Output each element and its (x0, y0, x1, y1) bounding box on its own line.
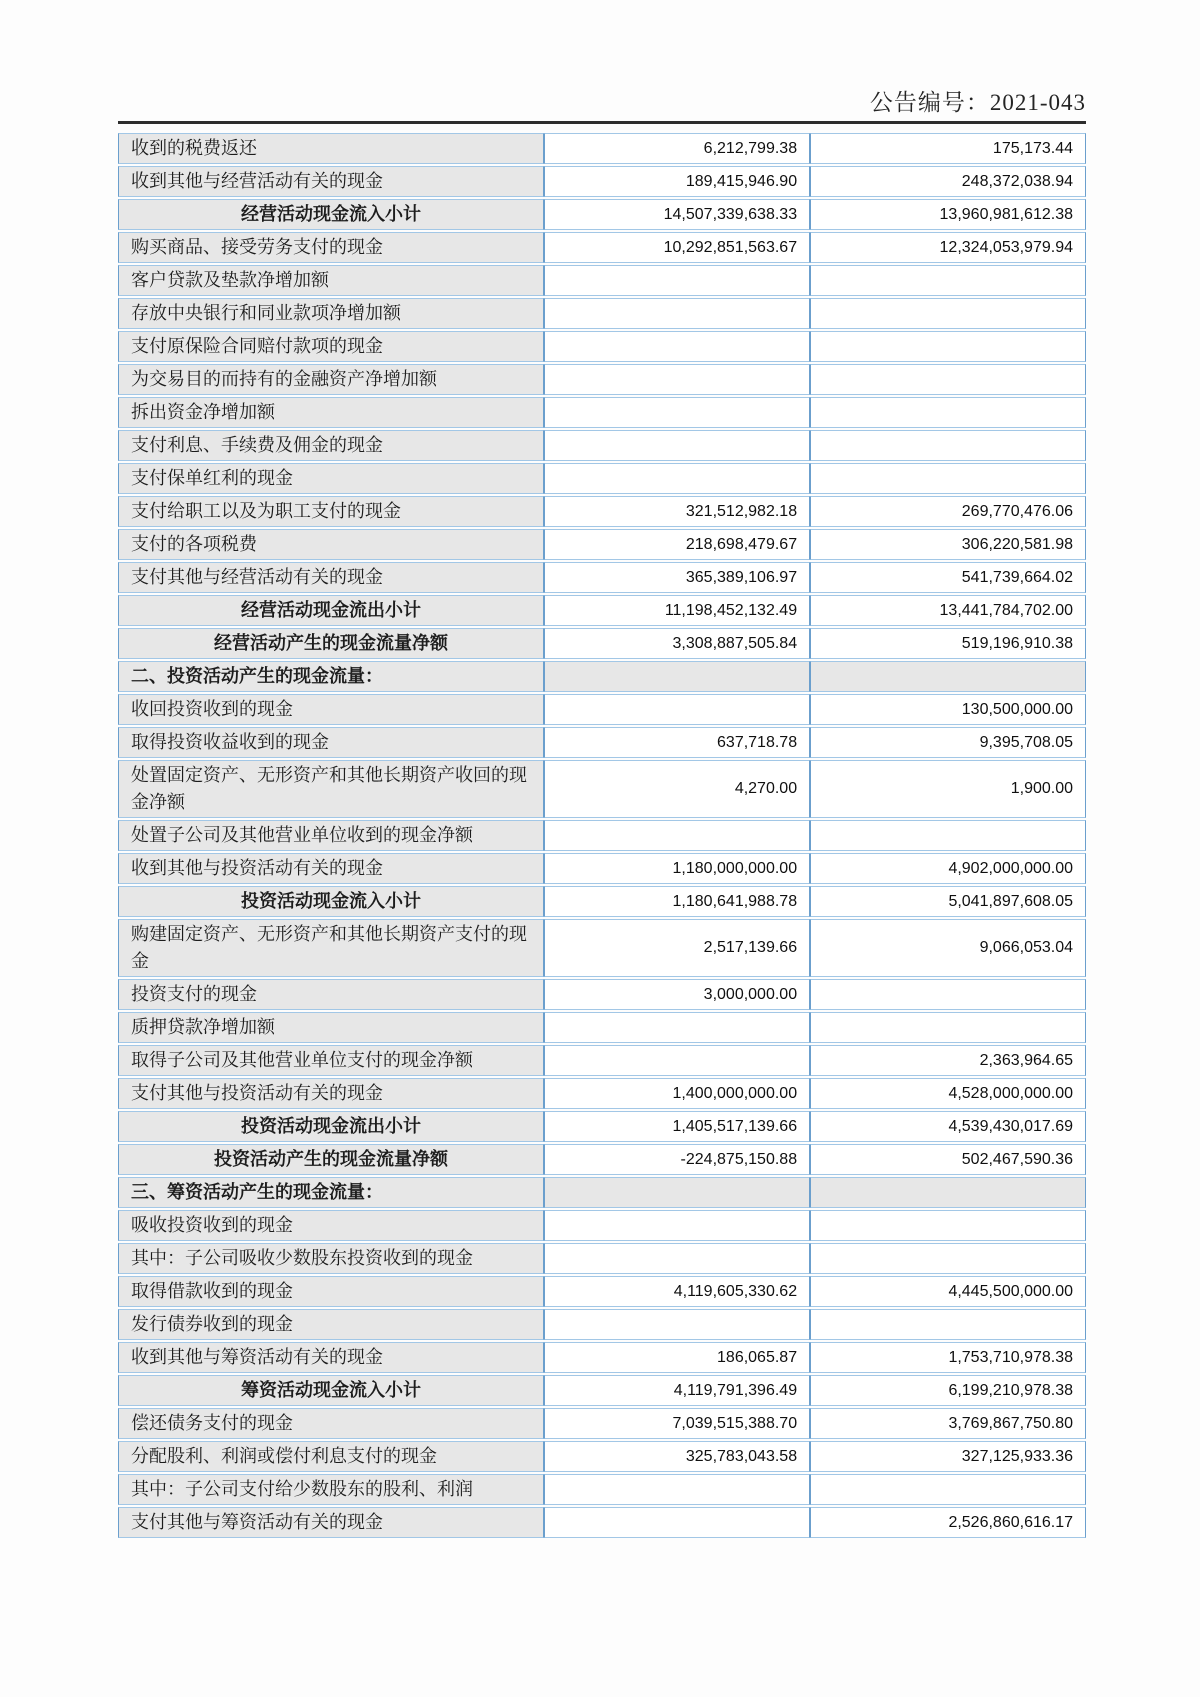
current-period-amount-cell: 10,292,851,563.67 (544, 232, 810, 263)
table-row (118, 463, 1086, 494)
current-period-amount-cell (544, 1243, 810, 1274)
table-row (118, 1045, 1086, 1076)
prior-period-amount-cell: 6,199,210,978.38 (810, 1375, 1086, 1406)
current-period-amount-cell: 218,698,479.67 (544, 529, 810, 560)
current-period-amount-cell: 321,512,982.18 (544, 496, 810, 527)
current-period-amount-cell: 637,718.78 (544, 727, 810, 758)
item-label-cell: 收到其他与筹资活动有关的现金 (118, 1342, 544, 1373)
table-row (118, 496, 1086, 527)
table-row (118, 1309, 1086, 1340)
prior-period-amount-cell: 9,066,053.04 (810, 919, 1086, 977)
table-row (118, 1243, 1086, 1274)
current-period-amount-cell (544, 1177, 810, 1208)
item-label-cell: 购建固定资产、无形资产和其他长期资产支付的现金 (118, 919, 544, 977)
table-row (118, 979, 1086, 1010)
prior-period-amount-cell: 3,769,867,750.80 (810, 1408, 1086, 1439)
item-label-cell: 投资支付的现金 (118, 979, 544, 1010)
prior-period-amount-cell (810, 364, 1086, 395)
item-label-cell: 经营活动现金流出小计 (118, 595, 544, 626)
current-period-amount-cell (544, 1474, 810, 1505)
item-label-cell: 分配股利、利润或偿付利息支付的现金 (118, 1441, 544, 1472)
table-row (118, 1012, 1086, 1043)
current-period-amount-cell: 1,405,517,139.66 (544, 1111, 810, 1142)
prior-period-amount-cell: 13,960,981,612.38 (810, 199, 1086, 230)
item-label-cell: 取得子公司及其他营业单位支付的现金净额 (118, 1045, 544, 1076)
current-period-amount-cell (544, 694, 810, 725)
item-label-cell: 支付给职工以及为职工支付的现金 (118, 496, 544, 527)
cash-flow-table (118, 131, 1086, 1540)
prior-period-amount-cell: 4,902,000,000.00 (810, 853, 1086, 884)
table-row (118, 1276, 1086, 1307)
header-rule (118, 121, 1086, 124)
table-row (118, 562, 1086, 593)
table-row (118, 1408, 1086, 1439)
current-period-amount-cell (544, 364, 810, 395)
current-period-amount-cell: 4,119,791,396.49 (544, 1375, 810, 1406)
current-period-amount-cell (544, 820, 810, 851)
table-row (118, 760, 1086, 818)
current-period-amount-cell (544, 430, 810, 461)
current-period-amount-cell: 7,039,515,388.70 (544, 1408, 810, 1439)
table-row (118, 331, 1086, 362)
current-period-amount-cell (544, 265, 810, 296)
current-period-amount-cell: 4,119,605,330.62 (544, 1276, 810, 1307)
item-label-cell: 经营活动现金流入小计 (118, 199, 544, 230)
table-row (118, 430, 1086, 461)
prior-period-amount-cell: 541,739,664.02 (810, 562, 1086, 593)
current-period-amount-cell: 1,180,641,988.78 (544, 886, 810, 917)
current-period-amount-cell (544, 1309, 810, 1340)
item-label-cell: 投资活动现金流入小计 (118, 886, 544, 917)
table-row (118, 1078, 1086, 1109)
current-period-amount-cell (544, 661, 810, 692)
table-row (118, 166, 1086, 197)
current-period-amount-cell: 365,389,106.97 (544, 562, 810, 593)
prior-period-amount-cell: 5,041,897,608.05 (810, 886, 1086, 917)
table-row (118, 364, 1086, 395)
item-label-cell: 处置子公司及其他营业单位收到的现金净额 (118, 820, 544, 851)
current-period-amount-cell: 186,065.87 (544, 1342, 810, 1373)
prior-period-amount-cell (810, 265, 1086, 296)
item-label-cell: 支付其他与投资活动有关的现金 (118, 1078, 544, 1109)
table-row (118, 628, 1086, 659)
current-period-amount-cell: 14,507,339,638.33 (544, 199, 810, 230)
prior-period-amount-cell (810, 397, 1086, 428)
item-label-cell: 投资活动现金流出小计 (118, 1111, 544, 1142)
current-period-amount-cell (544, 463, 810, 494)
item-label-cell: 支付其他与筹资活动有关的现金 (118, 1507, 544, 1538)
table-row (118, 853, 1086, 884)
item-label-cell: 为交易目的而持有的金融资产净增加额 (118, 364, 544, 395)
table-row (118, 727, 1086, 758)
table-row (118, 265, 1086, 296)
table-row (118, 1144, 1086, 1175)
prior-period-amount-cell: 306,220,581.98 (810, 529, 1086, 560)
table-row (118, 199, 1086, 230)
table-row (118, 1507, 1086, 1538)
item-label-cell: 投资活动产生的现金流量净额 (118, 1144, 544, 1175)
item-label-cell: 支付原保险合同赔付款项的现金 (118, 331, 544, 362)
current-period-amount-cell (544, 1045, 810, 1076)
table-row (118, 1441, 1086, 1472)
table-row (118, 232, 1086, 263)
prior-period-amount-cell: 1,900.00 (810, 760, 1086, 818)
current-period-amount-cell: 11,198,452,132.49 (544, 595, 810, 626)
table-row (118, 595, 1086, 626)
table-row (118, 529, 1086, 560)
current-period-amount-cell: 1,400,000,000.00 (544, 1078, 810, 1109)
table-row (118, 694, 1086, 725)
item-label-cell: 收到其他与经营活动有关的现金 (118, 166, 544, 197)
table-row (118, 1177, 1086, 1208)
prior-period-amount-cell: 4,445,500,000.00 (810, 1276, 1086, 1307)
item-label-cell: 处置固定资产、无形资产和其他长期资产收回的现金净额 (118, 760, 544, 818)
prior-period-amount-cell: 327,125,933.36 (810, 1441, 1086, 1472)
item-label-cell: 质押贷款净增加额 (118, 1012, 544, 1043)
prior-period-amount-cell: 248,372,038.94 (810, 166, 1086, 197)
prior-period-amount-cell (810, 1309, 1086, 1340)
current-period-amount-cell (544, 1012, 810, 1043)
table-row (118, 661, 1086, 692)
item-label-cell: 支付保单红利的现金 (118, 463, 544, 494)
current-period-amount-cell: 2,517,139.66 (544, 919, 810, 977)
prior-period-amount-cell (810, 820, 1086, 851)
current-period-amount-cell (544, 298, 810, 329)
table-row (118, 919, 1086, 977)
notice-number: 公告编号：2021-043 (869, 90, 1086, 115)
item-label-cell: 收到的税费返还 (118, 133, 544, 164)
prior-period-amount-cell: 2,363,964.65 (810, 1045, 1086, 1076)
prior-period-amount-cell: 9,395,708.05 (810, 727, 1086, 758)
prior-period-amount-cell (810, 430, 1086, 461)
current-period-amount-cell: 3,000,000.00 (544, 979, 810, 1010)
prior-period-amount-cell: 175,173.44 (810, 133, 1086, 164)
prior-period-amount-cell: 12,324,053,979.94 (810, 232, 1086, 263)
table-row (118, 1111, 1086, 1142)
prior-period-amount-cell: 4,539,430,017.69 (810, 1111, 1086, 1142)
current-period-amount-cell: 189,415,946.90 (544, 166, 810, 197)
item-label-cell: 经营活动产生的现金流量净额 (118, 628, 544, 659)
item-label-cell: 三、筹资活动产生的现金流量： (118, 1177, 544, 1208)
table-row (118, 1375, 1086, 1406)
table-row (118, 397, 1086, 428)
current-period-amount-cell: 3,308,887,505.84 (544, 628, 810, 659)
item-label-cell: 吸收投资收到的现金 (118, 1210, 544, 1241)
item-label-cell: 存放中央银行和同业款项净增加额 (118, 298, 544, 329)
item-label-cell: 拆出资金净增加额 (118, 397, 544, 428)
cash-flow-table-body (118, 133, 1086, 1538)
prior-period-amount-cell (810, 331, 1086, 362)
item-label-cell: 支付其他与经营活动有关的现金 (118, 562, 544, 593)
table-row (118, 298, 1086, 329)
item-label-cell: 收到其他与投资活动有关的现金 (118, 853, 544, 884)
table-row (118, 1210, 1086, 1241)
cash-flow-table-container (118, 131, 1086, 1540)
table-row (118, 133, 1086, 164)
current-period-amount-cell (544, 1210, 810, 1241)
item-label-cell: 取得投资收益收到的现金 (118, 727, 544, 758)
prior-period-amount-cell (810, 979, 1086, 1010)
item-label-cell: 其中：子公司吸收少数股东投资收到的现金 (118, 1243, 544, 1274)
prior-period-amount-cell (810, 1243, 1086, 1274)
prior-period-amount-cell (810, 1210, 1086, 1241)
prior-period-amount-cell: 519,196,910.38 (810, 628, 1086, 659)
prior-period-amount-cell (810, 1177, 1086, 1208)
prior-period-amount-cell (810, 661, 1086, 692)
current-period-amount-cell: 1,180,000,000.00 (544, 853, 810, 884)
current-period-amount-cell (544, 397, 810, 428)
prior-period-amount-cell: 2,526,860,616.17 (810, 1507, 1086, 1538)
prior-period-amount-cell: 13,441,784,702.00 (810, 595, 1086, 626)
item-label-cell: 取得借款收到的现金 (118, 1276, 544, 1307)
prior-period-amount-cell (810, 1474, 1086, 1505)
current-period-amount-cell (544, 1507, 810, 1538)
table-row (118, 1474, 1086, 1505)
table-row (118, 1342, 1086, 1373)
item-label-cell: 购买商品、接受劳务支付的现金 (118, 232, 544, 263)
prior-period-amount-cell: 1,753,710,978.38 (810, 1342, 1086, 1373)
item-label-cell: 其中：子公司支付给少数股东的股利、利润 (118, 1474, 544, 1505)
item-label-cell: 支付的各项税费 (118, 529, 544, 560)
prior-period-amount-cell (810, 298, 1086, 329)
table-row (118, 820, 1086, 851)
item-label-cell: 二、投资活动产生的现金流量： (118, 661, 544, 692)
prior-period-amount-cell: 4,528,000,000.00 (810, 1078, 1086, 1109)
table-row (118, 886, 1086, 917)
item-label-cell: 偿还债务支付的现金 (118, 1408, 544, 1439)
prior-period-amount-cell (810, 463, 1086, 494)
item-label-cell: 发行债券收到的现金 (118, 1309, 544, 1340)
prior-period-amount-cell: 130,500,000.00 (810, 694, 1086, 725)
current-period-amount-cell (544, 331, 810, 362)
current-period-amount-cell: 4,270.00 (544, 760, 810, 818)
prior-period-amount-cell: 269,770,476.06 (810, 496, 1086, 527)
item-label-cell: 收回投资收到的现金 (118, 694, 544, 725)
current-period-amount-cell: 325,783,043.58 (544, 1441, 810, 1472)
prior-period-amount-cell (810, 1012, 1086, 1043)
current-period-amount-cell: 6,212,799.38 (544, 133, 810, 164)
current-period-amount-cell: -224,875,150.88 (544, 1144, 810, 1175)
prior-period-amount-cell: 502,467,590.36 (810, 1144, 1086, 1175)
item-label-cell: 筹资活动现金流入小计 (118, 1375, 544, 1406)
item-label-cell: 客户贷款及垫款净增加额 (118, 265, 544, 296)
item-label-cell: 支付利息、手续费及佣金的现金 (118, 430, 544, 461)
